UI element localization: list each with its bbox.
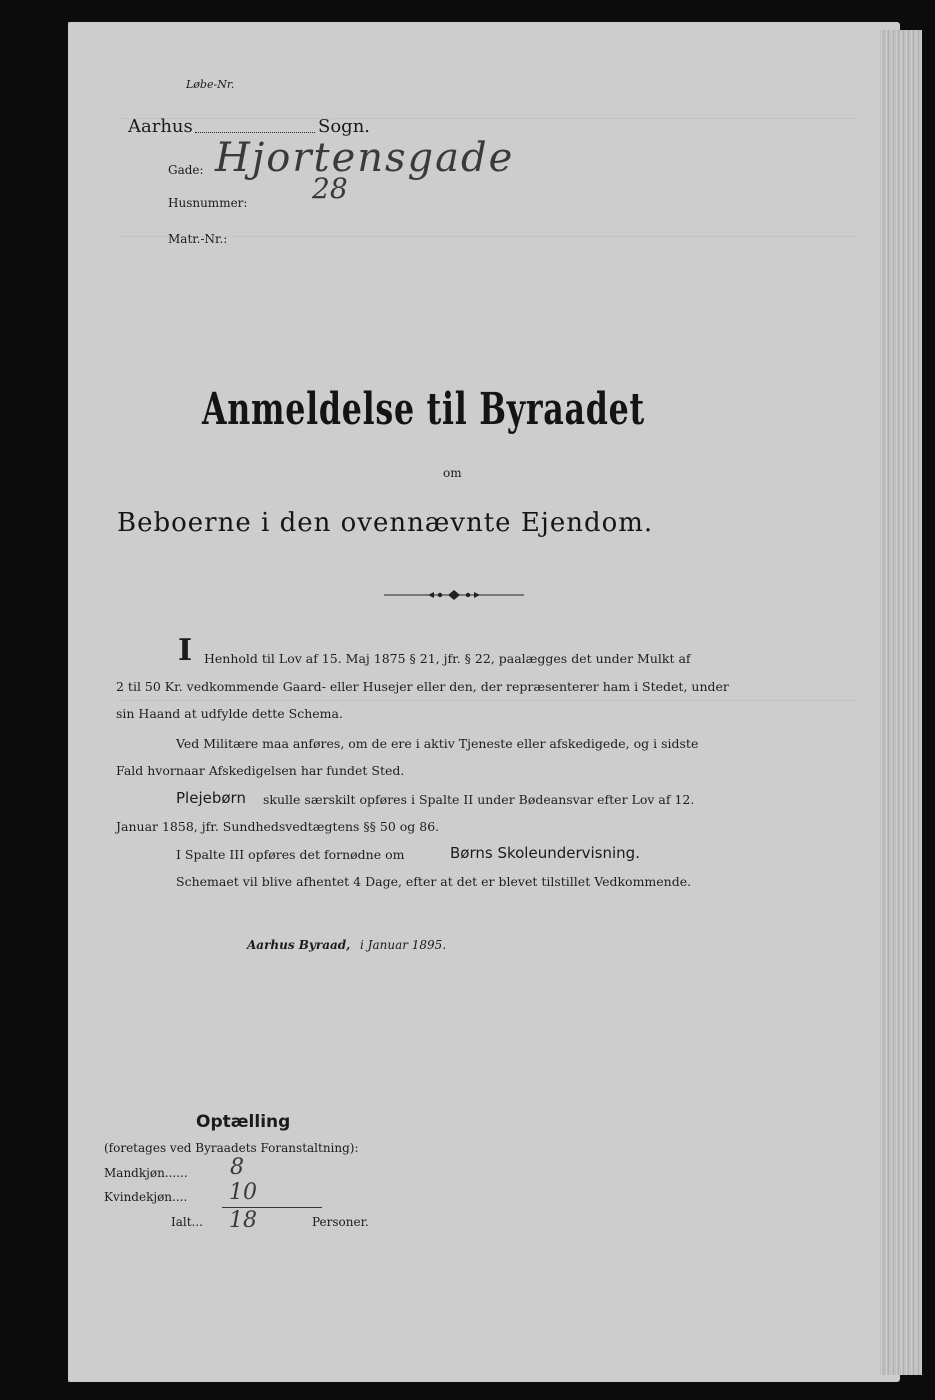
paragraph-3-line-2: Januar 1858, jfr. Sundhedsvedtægtens §§ 50 og 86. [116,819,440,834]
document-title: Anmeldelse til Byraadet [202,384,645,435]
paragraph-5: Schemaet vil blive afhentet 4 Dage, efter at det er blevet tilstillet Vedkommende. [176,874,692,889]
matr-label: Matr.-Nr.: [168,232,228,246]
paragraph-2-line-1: Ved Militære maa anføres, om de ere i aktiv Tjeneste eller afskedigede, og i sidste [176,736,699,751]
paragraph-4-text: I Spalte III opføres det fornødne om [176,847,405,862]
om-label: om [443,466,462,480]
sogn-dotted-line [195,132,315,133]
bleed-line [120,118,860,119]
mandkjon-label: Mandkjøn...... [104,1166,188,1180]
paragraph-1-line-2: 2 til 50 Kr. vedkommende Gaard- eller Husejer eller den, der repræsenterer ham i Stedet, under [116,679,729,694]
bleed-line [120,700,860,701]
loebe-nr-label: Løbe-Nr. [186,78,235,91]
ialt-value: 18 [229,1208,257,1233]
ornament-divider [384,587,524,603]
gade-value: Hjortensgade [215,135,515,181]
husnummer-label: Husnummer: [168,196,248,210]
paragraph-3-lead: Plejebørn [176,789,246,807]
personer-label: Personer. [312,1215,369,1229]
paragraph-4-emphasis: Børns Skoleundervisning. [450,844,640,862]
city-label: Aarhus [128,116,193,137]
count-title: Optælling [196,1112,291,1132]
signature-date: i Januar 1895. [360,938,447,952]
drop-cap: I [178,633,193,668]
document-subtitle: Beboerne i den ovennævnte Ejendom. [117,508,654,538]
gade-label: Gade: [168,163,204,177]
signature-place: Aarhus Byraad, [247,938,351,952]
husnummer-value: 28 [312,172,348,205]
paragraph-1-line-1: Henhold til Lov af 15. Maj 1875 § 21, jfr. § 22, paalægges det under Mulkt af [204,651,691,666]
document-page [68,22,900,1382]
sogn-label: Sogn. [318,116,371,137]
paragraph-3-line-1: skulle særskilt opføres i Spalte II under Bødeansvar efter Lov af 12. [263,792,695,807]
paragraph-1-line-3: sin Haand at udfylde dette Schema. [116,706,343,721]
paragraph-2-line-2: Fald hvornaar Afskedigelsen har fundet Sted. [116,763,405,778]
mandkjon-value: 8 [230,1155,244,1180]
count-subtitle: (foretages ved Byraadets Foranstaltning): [104,1141,359,1155]
kvindekjon-label: Kvindekjøn.... [104,1190,188,1204]
ialt-label: Ialt... [171,1215,203,1229]
bleed-line [120,236,860,237]
book-page-edges [880,30,922,1375]
kvindekjon-value: 10 [229,1180,257,1205]
